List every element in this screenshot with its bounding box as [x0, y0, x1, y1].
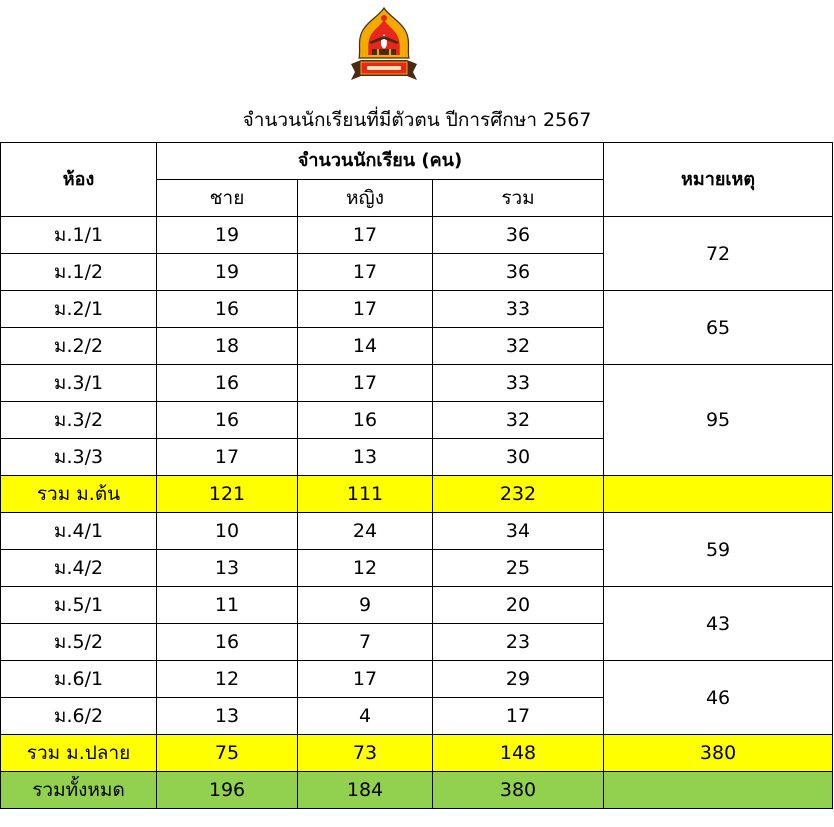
total-cell: 33	[433, 291, 604, 328]
room-cell: ม.6/1	[1, 661, 157, 698]
male-cell: 16	[157, 624, 298, 661]
female-cell: 14	[298, 328, 433, 365]
subtotal-male: 121	[157, 476, 298, 513]
note-cell: 43	[604, 587, 833, 661]
female-cell: 17	[298, 661, 433, 698]
room-cell: ม.6/2	[1, 698, 157, 735]
grand-total-label: รวมทั้งหมด	[1, 772, 157, 809]
female-cell: 17	[298, 217, 433, 254]
subtotal-total: 232	[433, 476, 604, 513]
male-cell: 17	[157, 439, 298, 476]
total-cell: 20	[433, 587, 604, 624]
room-cell: ม.3/2	[1, 402, 157, 439]
room-cell: ม.4/2	[1, 550, 157, 587]
subtotal-note	[604, 476, 833, 513]
total-cell: 30	[433, 439, 604, 476]
total-cell: 23	[433, 624, 604, 661]
table-row	[1, 513, 833, 550]
room-cell: ม.2/1	[1, 291, 157, 328]
total-cell: 32	[433, 402, 604, 439]
male-cell: 16	[157, 291, 298, 328]
header-note: หมายเหตุ	[604, 143, 833, 217]
page-title: จำนวนนักเรียนที่มีตัวตน ปีการศึกษา 2567	[242, 109, 592, 131]
header-male: ชาย	[157, 180, 298, 217]
room-cell: ม.5/1	[1, 587, 157, 624]
subtotal-note: 380	[604, 735, 833, 772]
male-cell: 13	[157, 550, 298, 587]
note-cell: 72	[604, 217, 833, 291]
male-cell: 11	[157, 587, 298, 624]
room-cell: ม.5/2	[1, 624, 157, 661]
lower-subtotal-row	[1, 476, 833, 513]
female-cell: 12	[298, 550, 433, 587]
male-cell: 16	[157, 402, 298, 439]
male-cell: 19	[157, 217, 298, 254]
male-cell: 12	[157, 661, 298, 698]
total-cell: 36	[433, 217, 604, 254]
header-room: ห้อง	[1, 143, 157, 217]
total-cell: 25	[433, 550, 604, 587]
subtotal-label: รวม ม.ต้น	[1, 476, 157, 513]
female-cell: 24	[298, 513, 433, 550]
grand-total-total: 380	[433, 772, 604, 809]
table-row	[1, 587, 833, 624]
male-cell: 18	[157, 328, 298, 365]
total-cell: 17	[433, 698, 604, 735]
female-cell: 17	[298, 365, 433, 402]
table-row	[1, 217, 833, 254]
room-cell: ม.4/1	[1, 513, 157, 550]
note-cell: 65	[604, 291, 833, 365]
note-cell: 46	[604, 661, 833, 735]
female-cell: 9	[298, 587, 433, 624]
grand-total-row	[1, 772, 833, 809]
female-cell: 17	[298, 291, 433, 328]
grand-total-note	[604, 772, 833, 809]
female-cell: 7	[298, 624, 433, 661]
note-cell: 59	[604, 513, 833, 587]
subtotal-label: รวม ม.ปลาย	[1, 735, 157, 772]
grand-total-male: 196	[157, 772, 298, 809]
table-row	[1, 291, 833, 328]
header-count-group: จำนวนนักเรียน (คน)	[157, 143, 604, 180]
total-cell: 32	[433, 328, 604, 365]
total-cell: 33	[433, 365, 604, 402]
room-cell: ม.1/1	[1, 217, 157, 254]
total-cell: 34	[433, 513, 604, 550]
subtotal-female: 73	[298, 735, 433, 772]
female-cell: 16	[298, 402, 433, 439]
male-cell: 19	[157, 254, 298, 291]
male-cell: 13	[157, 698, 298, 735]
table-row	[1, 365, 833, 402]
room-cell: ม.3/3	[1, 439, 157, 476]
room-cell: ม.3/1	[1, 365, 157, 402]
subtotal-male: 75	[157, 735, 298, 772]
upper-subtotal-row	[1, 735, 833, 772]
table-row	[1, 661, 833, 698]
room-cell: ม.1/2	[1, 254, 157, 291]
school-emblem-icon	[339, 6, 429, 88]
header-female: หญิง	[298, 180, 433, 217]
total-cell: 29	[433, 661, 604, 698]
grand-total-female: 184	[298, 772, 433, 809]
subtotal-total: 148	[433, 735, 604, 772]
female-cell: 17	[298, 254, 433, 291]
room-cell: ม.2/2	[1, 328, 157, 365]
student-count-table	[0, 142, 833, 809]
male-cell: 10	[157, 513, 298, 550]
total-cell: 36	[433, 254, 604, 291]
male-cell: 16	[157, 365, 298, 402]
subtotal-female: 111	[298, 476, 433, 513]
header-row-1	[1, 143, 833, 180]
note-cell: 95	[604, 365, 833, 476]
female-cell: 13	[298, 439, 433, 476]
header-total: รวม	[433, 180, 604, 217]
female-cell: 4	[298, 698, 433, 735]
